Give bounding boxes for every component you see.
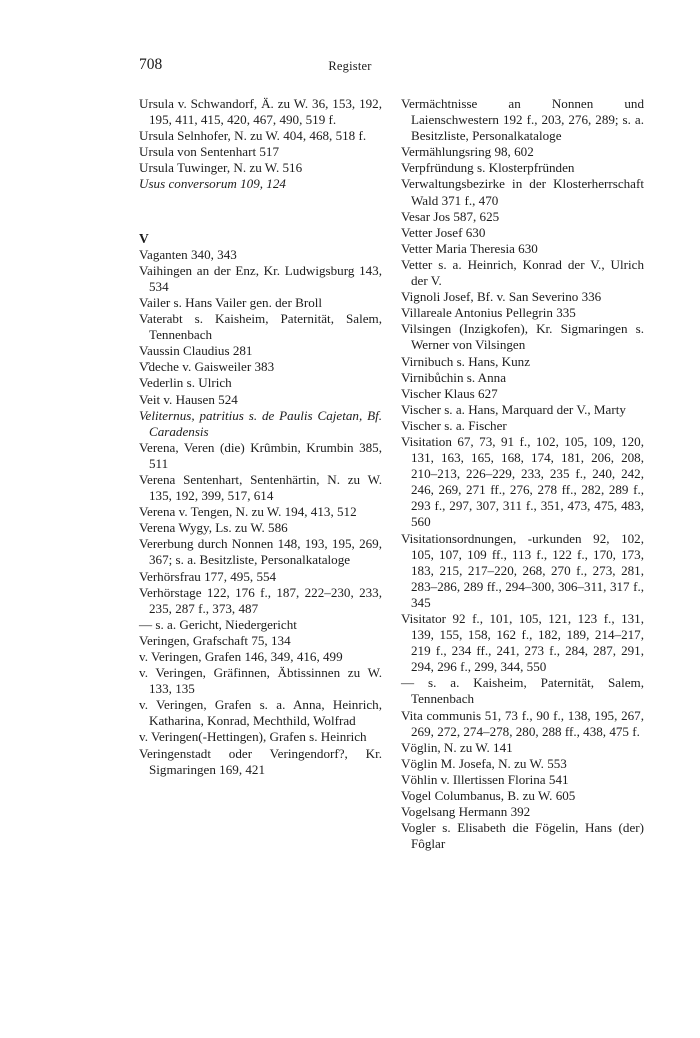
section-letter: V [139, 230, 149, 246]
running-head: Register [328, 59, 372, 73]
index-entry: Verena v. Tengen, N. zu W. 194, 413, 512 [139, 504, 357, 520]
index-entry: Veringen, Grafschaft 75, 134 [139, 632, 291, 648]
index-entry: Visitation 67, 73, 91 f., 102, 105, 109, 120, 131, 163, 165, 168, 174, 181, 206, 208, 210–213, 226–229, 233, 235 f., 240, 242, 246, 269, 271 ff., 276, 278 ff., 282, 289 f., 293 f., 297, 307, 311 f., 351, 473, 475, 483, 560 [401, 433, 644, 530]
index-entry: Villareale Antonius Pellegrin 335 [401, 305, 576, 321]
index-entry: Vignoli Josef, Bf. v. San Severino 336 [401, 289, 602, 305]
index-entry: v. Veringen, Grafen s. a. Anna, Heinrich, Katharina, Konrad, Mechthild, Wolfrad [139, 697, 382, 729]
index-entry: Verena, Veren (die) Krûmbin, Krumbin 385, 511 [139, 439, 382, 471]
index-entry: Vöglin M. Josefa, N. zu W. 553 [401, 755, 567, 771]
index-entry: v. Veringen, Grafen 146, 349, 416, 499 [139, 649, 343, 664]
index-entry: Vaussin Claudius 281 [139, 343, 253, 359]
index-entry: Vermählungsring 98, 602 [401, 144, 534, 160]
index-entry: V̊deche v. Gaisweiler 383 [139, 359, 275, 375]
index-entry: Vederlin s. Ulrich [139, 375, 232, 391]
index-entry: Usus conversorum 109, 124 [139, 176, 286, 192]
index-entry: Verwaltungsbezirke in der Klosterherrschaft Wald 371 f., 470 [401, 176, 644, 208]
index-entry: Vita communis 51, 73 f., 90 f., 138, 195, 267, 269, 272, 274–278, 280, 288 ff., 438, 475 f. [401, 707, 644, 739]
index-entry: Vischer Klaus 627 [401, 385, 498, 401]
index-entry: Vetter Josef 630 [401, 224, 486, 240]
index-entry: Vischer s. a. Hans, Marquard der V., Marty [401, 401, 626, 417]
index-entry: Verhörsfrau 177, 495, 554 [139, 568, 277, 584]
index-entry: Virnibůchin s. Anna [401, 369, 507, 385]
right-column [401, 96, 644, 852]
index-entry: Vesar Jos 587, 625 [401, 208, 500, 224]
section-gap [139, 193, 382, 231]
page-number: 708 [139, 56, 163, 73]
index-entry: Veringenstadt oder Veringendorf?, Kr. Sigmaringen 169, 421 [139, 745, 382, 777]
index-entry: Vetter Maria Theresia 630 [401, 240, 538, 256]
index-entry: Vöhlin v. Illertissen Florina 541 [401, 771, 569, 787]
index-entry: Virnibuch s. Hans, Kunz [401, 353, 531, 369]
index-entry: Vermächtnisse an Nonnen und Laienschwestern 192 f., 203, 276, 289; s. a. Besitzliste, Personalkataloge [401, 96, 644, 144]
index-entry: Vischer s. a. Fischer [401, 417, 507, 433]
index-entry: Vererbung durch Nonnen 148, 193, 195, 269, 367; s. a. Besitzliste, Personalkataloge [139, 536, 382, 568]
index-entry: — s. a. Kaisheim, Paternität, Salem, Tennenbach [401, 675, 644, 707]
index-entry: Ursula Selnhofer, N. zu W. 404, 468, 518 f. [139, 128, 367, 144]
index-entry: v. Veringen(-Hettingen), Grafen s. Heinrich [139, 729, 367, 745]
index-entry: Verhörstage 122, 176 f., 187, 222–230, 233, 235, 287 f., 373, 487 [139, 584, 382, 616]
index-entry: Visitationsordnungen, -urkunden 92, 102, 105, 107, 109 ff., 113 f., 122 f., 170, 173, 183, 215, 217–220, 268, 270 f., 273, 281, 283–286, 289 ff., 294–300, 306–311, 317 f., 345 [401, 530, 644, 610]
index-entry: Ursula v. Schwandorf, Ä. zu W. 36, 153, 192, 195, 411, 415, 420, 467, 490, 519 f. [139, 96, 382, 128]
index-entry: Vaterabt s. Kaisheim, Paternität, Salem, Tennenbach [139, 311, 382, 343]
index-entry: Vogelsang Hermann 392 [401, 804, 531, 820]
index-entry: Verpfründung s. Klosterpfründen [401, 160, 575, 176]
index-entry: Vailer s. Hans Vailer gen. der Broll [139, 294, 323, 310]
index-entry: Verena Sentenhart, Sentenhärtin, N. zu W. 135, 192, 399, 517, 614 [139, 471, 382, 504]
index-entry: Vaganten 340, 343 [139, 246, 237, 262]
index-entry: Veliternus, patritius s. de Paulis Cajetan, Bf. Caradensis [139, 407, 382, 439]
index-entry: Vilsingen (Inzigkofen), Kr. Sigmaringen s. Werner von Vilsingen [401, 321, 644, 353]
index-entry: Ursula von Sentenhart 517 [139, 144, 280, 160]
index-entry: Vaihingen an der Enz, Kr. Ludwigsburg 143, 534 [139, 262, 382, 294]
index-entry: — s. a. Gericht, Niedergericht [139, 616, 297, 632]
index-entry: Vetter s. a. Heinrich, Konrad der V., Ulrich der V. [401, 256, 644, 289]
index-entry: Vogler s. Elisabeth die Fögelin, Hans (der) Fôglar [401, 820, 644, 852]
index-entry: Veit v. Hausen 524 [139, 391, 238, 407]
index-entry: Ursula Tuwinger, N. zu W. 516 [139, 160, 303, 176]
index-entry: Vöglin, N. zu W. 141 [401, 739, 513, 755]
index-entry: Verena Wygy, Ls. zu W. 586 [139, 520, 288, 536]
index-entry: v. Veringen, Gräfinnen, Äbtissinnen zu W. 133, 135 [139, 665, 382, 697]
index-entry: Visitator 92 f., 101, 105, 121, 123 f., 131, 139, 155, 158, 162 f., 182, 189, 214–217, 219 f., 234 ff., 241, 273 f., 284, 287, 291, 294, 296 f., 299, 344, 550 [401, 611, 644, 675]
left-column [139, 96, 382, 778]
index-entry: Vogel Columbanus, B. zu W. 605 [401, 788, 576, 804]
